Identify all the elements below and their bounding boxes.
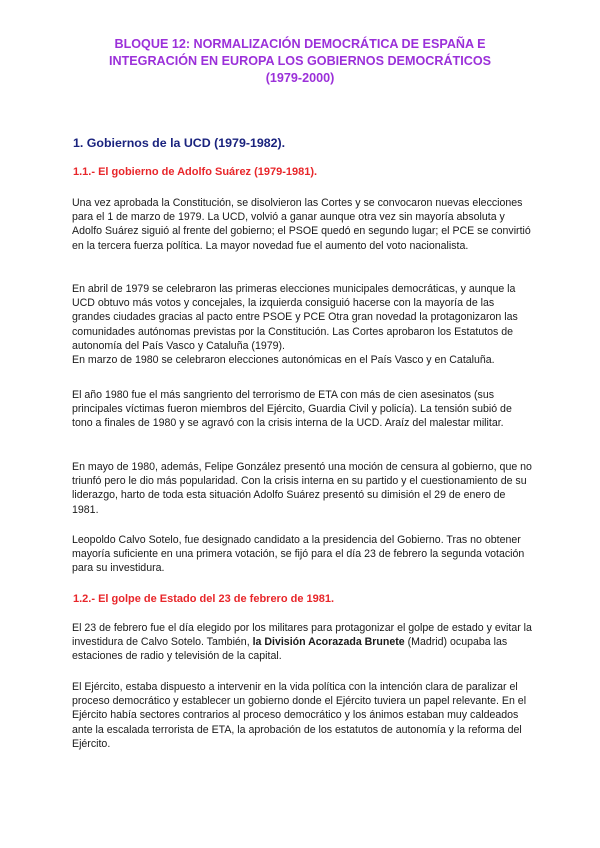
title-line-2: INTEGRACIÓN EN EUROPA LOS GOBIERNOS DEMOCRÁTICOS <box>108 54 492 68</box>
title-line-3: (1979-2000) <box>265 71 335 85</box>
section-heading-ucd: 1. Gobiernos de la UCD (1979-1982). <box>73 136 286 150</box>
subheading-suarez-government: 1.1.- El gobierno de Adolfo Suárez (1979-1981). <box>73 166 318 178</box>
subheading-coup-23f: 1.2.- El golpe de Estado del 23 de febrero de 1981. <box>73 593 335 605</box>
paragraph-coup-day <box>72 621 532 664</box>
title-line-1: BLOQUE 12: NORMALIZACIÓN DEMOCRÁTICA DE ESPAÑA E <box>114 37 486 51</box>
paragraph-eta-terrorism: El año 1980 fue el más sangriento del terrorismo de ETA con más de cien asesinatos (sus principales víctimas fueron miembros del Ejército, Guardia Civil y policía). La tensión subió de tono a finales de 1980 y se agravó con la crisis interna de la UCD. Araíz del malestar militar. <box>72 389 512 430</box>
paragraph-censure-motion: En mayo de 1980, además, Felipe González presentó una moción de censura al gobierno, que no triunfó pero le dio más popularidad. Con la crisis interna en su partido y el cuestionamiento de su liderazgo, harto de toda esta situación Adolfo Suárez presentó su dimisión el 29 de enero de 1981. <box>72 461 532 516</box>
paragraph-elections-1979: Una vez aprobada la Constitución, se disolvieron las Cortes y se convocaron nuevas elecciones para el 1 de marzo de 1979. La UCD, volvió a ganar aunque otra vez sin mayoría absoluta y Adolfo Suárez siguió al frente del gobierno; el PSOE quedó en segundo lugar; el PCE se convirtió en la tercera fuerza política. La mayor novedad fue el aumento del voto nacionalista. <box>72 197 531 252</box>
paragraph-calvo-sotelo: Leopoldo Calvo Sotelo, fue designado candidato a la presidencia del Gobierno. Tras no obtener mayoría suficiente en una primera votación, se fijó para el día 23 de febrero la segunda votación para su investidura. <box>72 534 525 575</box>
coup-text-end: (Madrid) ocupaba las estaciones de radio y televisión de la capital. <box>72 636 508 663</box>
document-title <box>70 36 530 87</box>
paragraph-army-intentions: El Ejército, estaba dispuesto a intervenir en la vida política con la intención clara de paralizar el proceso democrático y establecer un gobierno donde el Ejército tuviera un papel relevante. En el Ejército había sectores contrarios al proceso democrático y los ánimos estaban muy caldeados ante la escalada terrorista de ETA, la aprobación de los estatutos de autonomía y la reforma del Ejército. <box>72 681 527 750</box>
paragraph-municipal-elections: En abril de 1979 se celebraron las primeras elecciones municipales democráticas, y aunque la UCD obtuvo más votos y concejales, la izquierda consiguió hacerse con la mayoría de las grandes ciudades gracias al pacto entre PSOE y PCE Otra gran novedad la protagonizaron las comunidades autónomas previstas por la Constitución. Las Cortes aprobaron los Estatutos de autonomía del País Vasco y Cataluña (1979). <box>72 283 518 352</box>
coup-text-start: El 23 de febrero fue el día elegido por los militares para protagonizar el golpe de estado y evitar la investidura de Calvo Sotelo. También, <box>72 622 532 649</box>
paragraph-autonomic-elections: En marzo de 1980 se celebraron elecciones autonómicas en el País Vasco y en Cataluña. <box>72 354 495 366</box>
brunete-division-bold: la División Acorazada Brunete <box>252 636 405 649</box>
